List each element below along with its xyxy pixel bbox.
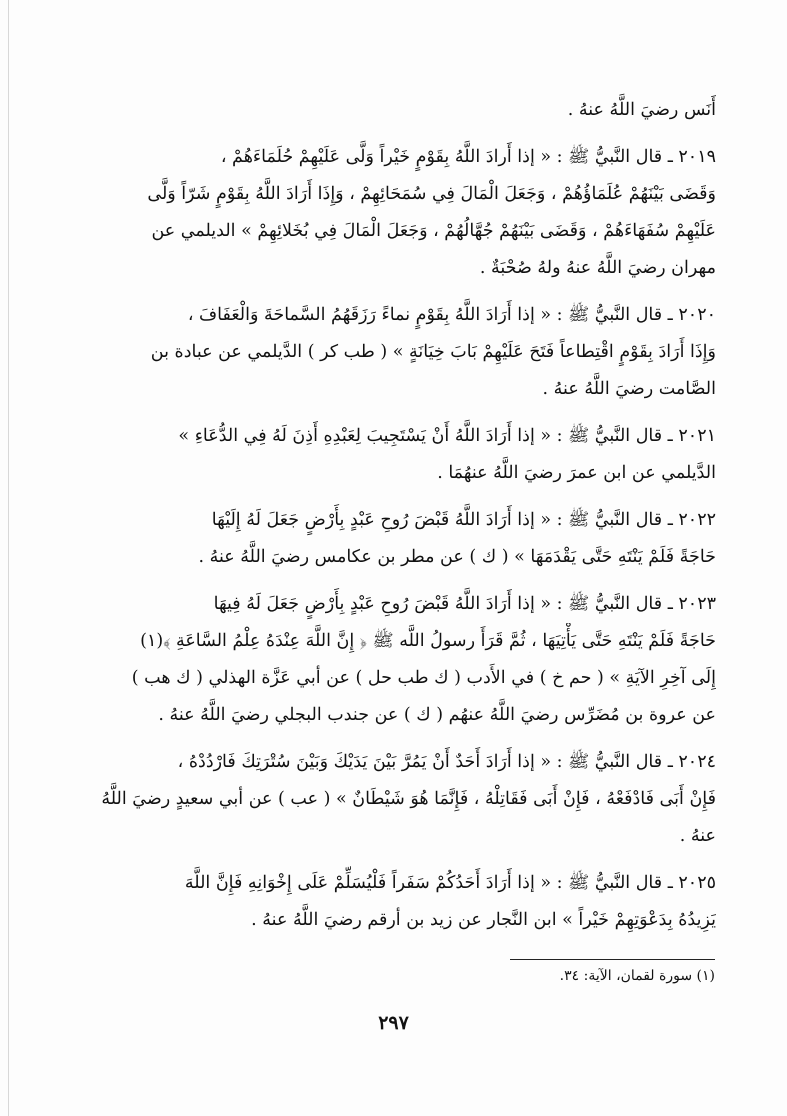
text-line: أَنَس رضيَ اللَّهُ عنهُ . xyxy=(567,100,716,120)
text-line: إِلَى آخِرِ الآيَةِ » ( حم خ ) في الأَدب ( ك طب حل ) عن أبي عَزَّة الهذلي ( ك هب ) xyxy=(131,668,716,688)
text-line: يَزِيدُهُ بِدَعْوَتِهِمْ خَيْراً » ابن النَّجار عن زيد بن أرقم رضيَ اللَّهُ عنهُ . xyxy=(251,910,716,930)
text-line: وَقَضَى بَيْنَهُمْ عُلَمَاؤُهُمْ ، وَجَعَلَ الْمَالَ فِي سُمَحَائِهِمْ ، وَإِذَا أَرَادَ اللَّهُ بِقَوْمٍ شَرّاً وَلَّى xyxy=(147,184,716,204)
hadith-2022-start: ٢٠٢٢ ـ قال النَّبيُّ ﷺ : « إذا أَرَادَ اللَّهُ قَبْضَ رُوحِ عَبْدٍ بِأَرْضٍ جَعَلَ لَهُ إِلَيْهَا xyxy=(211,510,716,530)
hadith-2020-start: ٢٠٢٠ ـ قال النَّبيُّ ﷺ : « إذا أَرَادَ اللَّهُ بِقَوْمٍ نماءً رَزَقَهُمُ السَّماحَةَ وَالْعَفَافَ ، xyxy=(187,305,716,325)
text-line: عنهُ . xyxy=(679,826,716,846)
text-line: حَاجَةً فَلَمْ يَنْتَهِ حَتَّى يَأْتِيَهَا ، ثُمَّ قَرَأَ رسولُ اللَّه ﷺ ﴿ إِنَّ اللَّهَ عِنْدَهُ عِلْمُ السَّاعَةِ ﴾(١) xyxy=(140,631,716,651)
hadith-2021-start: ٢٠٢١ ـ قال النَّبيُّ ﷺ : « إذا أَرَادَ اللَّهُ أَنْ يَسْتَجِيبَ لِعَبْدِهِ أَذِنَ لَهُ فِي الدُّعَاءِ » xyxy=(178,426,716,446)
hadith-2019-start: ٢٠١٩ ـ قال النَّبيُّ ﷺ : « إذا أَرادَ اللَّهُ بِقَوْمٍ خَيْراً وَلَّى عَلَيْهِمْ حُلَمَاءَهُمْ ، xyxy=(220,147,716,167)
text-line: وَإِذَا أَرَادَ بِقَوْمٍ اقْتِطاعاً فَتَحَ عَلَيْهِمْ بَابَ خِيَانَةٍ » ( طب كر ) الدَّيلمي عن عبادة بن xyxy=(150,342,716,362)
text-line: الصَّامت رضيَ اللَّهُ عنهُ . xyxy=(542,379,716,399)
text-line: فَإِنْ أَبَى فَادْفَعْهُ ، فَإِنْ أَبَى فَقَاتِلْهُ ، فَإِنَّمَا هُوَ شَيْطَانٌ » ( عب ) عن أبي سعيدٍ رضيَ اللَّهُ xyxy=(101,789,716,809)
hadith-text-block xyxy=(96,92,716,939)
text-line: حَاجَةً فَلَمْ يَنْتَهِ حَتَّى يَقْدَمَهَا » ( ك ) عن مطر بن عكامس رضيَ اللَّهُ عنهُ . xyxy=(198,547,716,567)
footnote-divider xyxy=(510,959,715,960)
hadith-2025-start: ٢٠٢٥ ـ قال النَّبيُّ ﷺ : « إذا أَرَادَ أَحَدُكُمْ سَفَراً فَلْيُسَلِّمْ عَلَى إِخْوَانِهِ فَإِنَّ اللَّهَ xyxy=(184,873,716,893)
hadith-2024-start: ٢٠٢٤ ـ قال النَّبيُّ ﷺ : « إذا أَرَادَ أَحَدٌ أَنْ يَمُرَّ بَيْنَ يَدَيْكَ وَبَيْنَ سُتْرَتِكَ فَارْدُدْهُ ، xyxy=(177,752,716,772)
text-line: عن عروة بن مُضَرِّس رضيَ اللَّهُ عنهُم ( ك ) عن جندب البجلي رضيَ اللَّهُ عنهُ . xyxy=(158,705,716,725)
hadith-2023-start: ٢٠٢٣ ـ قال النَّبيُّ ﷺ : « إذا أَرَادَ اللَّهُ قَبْضَ رُوحِ عَبْدٍ بِأَرْضٍ جَعَلَ لَهُ فِيهَا xyxy=(213,594,716,614)
footnote: (١) سورة لقمان، الآية: ٣٤. xyxy=(559,968,715,984)
scan-edge xyxy=(8,0,9,1116)
text-line: عَلَيْهِمْ سُفَهَاءَهُمْ ، وَقَضَى بَيْنَهُمْ جُهَّالُهُمْ ، وَجَعَلَ الْمَالَ فِي بُخَلائِهِمْ » الديلمي عن xyxy=(151,221,716,241)
page-number: ٢٩٧ xyxy=(378,1012,409,1034)
text-line: الدَّيلمي عن ابن عمرَ رضيَ اللَّهُ عنهُمَا . xyxy=(437,463,716,483)
text-line: مهران رضيَ اللَّهُ عنهُ ولهُ صُحْبَةٌ . xyxy=(479,258,716,278)
